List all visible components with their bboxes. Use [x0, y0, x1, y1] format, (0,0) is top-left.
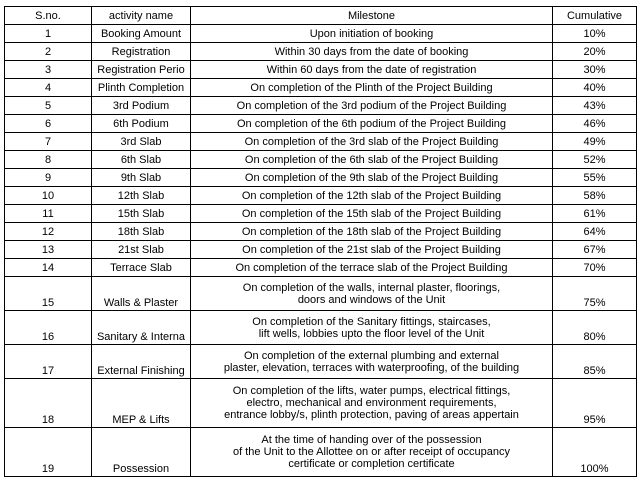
milestone-line: On completion of the 18th slab of the Project Building: [241, 225, 502, 238]
sno-cell: 10: [5, 187, 92, 205]
table-row: [5, 115, 637, 133]
sno-cell: 6: [5, 115, 92, 133]
table-row: [5, 79, 637, 97]
activity-name-cell: Walls & Plaster: [92, 277, 191, 311]
activity-name-cell: 21st Slab: [92, 241, 191, 259]
table-row: [5, 43, 637, 61]
header-milestone: Milestone: [191, 7, 553, 25]
milestone-cell: [191, 345, 553, 379]
milestone-line: On completion of the lifts, water pumps, electrical fittings,: [232, 385, 511, 397]
milestone-line: On completion of the Sanitary fittings, staircases,: [252, 315, 491, 328]
milestone-line: On completion of the 9th slab of the Project Building: [244, 171, 499, 184]
milestone-cell: [191, 223, 553, 241]
milestone-line: On completion of the 15th slab of the Project Building: [241, 207, 502, 220]
cumulative-cell: 55%: [553, 169, 637, 187]
table-row: [5, 223, 637, 241]
milestone-cell: [191, 428, 553, 477]
sno-cell: 9: [5, 169, 92, 187]
cumulative-cell: 80%: [553, 311, 637, 345]
milestone-line: At the time of handing over of the possession: [261, 434, 482, 446]
sno-cell: 12: [5, 223, 92, 241]
activity-name-cell: Terrace Slab: [92, 259, 191, 277]
table-row: [5, 25, 637, 43]
milestone-cell: [191, 79, 553, 97]
activity-name-cell: 6th Podium: [92, 115, 191, 133]
milestone-line: On completion of the 6th podium of the Project Building: [236, 117, 507, 130]
cumulative-cell: 20%: [553, 43, 637, 61]
activity-name-cell: 18th Slab: [92, 223, 191, 241]
milestone-cell: [191, 241, 553, 259]
milestone-line: Upon initiation of booking: [309, 27, 434, 40]
milestone-cell: [191, 311, 553, 345]
table-row: [5, 151, 637, 169]
table-header-row: [5, 7, 637, 25]
cumulative-cell: 64%: [553, 223, 637, 241]
milestone-line: Within 60 days from the date of registration: [266, 63, 477, 76]
activity-name-cell: 3rd Slab: [92, 133, 191, 151]
sno-cell: 17: [5, 345, 92, 379]
cumulative-cell: 10%: [553, 25, 637, 43]
activity-name-cell: External Finishing: [92, 345, 191, 379]
payment-schedule-table: [4, 6, 637, 477]
sno-cell: 11: [5, 205, 92, 223]
table-row: [5, 205, 637, 223]
activity-name-cell: 9th Slab: [92, 169, 191, 187]
milestone-cell: [191, 151, 553, 169]
milestone-line: On completion of the external plumbing and external: [244, 349, 499, 362]
activity-name-cell: Plinth Completion: [92, 79, 191, 97]
cumulative-cell: 49%: [553, 133, 637, 151]
cumulative-cell: 40%: [553, 79, 637, 97]
cumulative-cell: 52%: [553, 151, 637, 169]
milestone-line: On completion of the walls, internal plaster, floorings,: [242, 281, 501, 294]
cumulative-cell: 61%: [553, 205, 637, 223]
cumulative-cell: 75%: [553, 277, 637, 311]
cumulative-cell: 46%: [553, 115, 637, 133]
milestone-line: of the Unit to the Allottee on or after receipt of occupancy: [233, 446, 510, 458]
milestone-line: plaster, elevation, terraces with waterproofing, of the building: [223, 361, 520, 374]
sno-cell: 16: [5, 311, 92, 345]
activity-name-cell: Registration Perio: [92, 61, 191, 79]
sno-cell: 3: [5, 61, 92, 79]
table-row: [5, 345, 637, 379]
table-row: [5, 169, 637, 187]
table-row: [5, 311, 637, 345]
table-row: [5, 428, 637, 477]
milestone-line: Within 30 days from the date of booking: [274, 45, 469, 58]
sno-cell: 15: [5, 277, 92, 311]
table-row: [5, 187, 637, 205]
sno-cell: 1: [5, 25, 92, 43]
cumulative-cell: 58%: [553, 187, 637, 205]
activity-name-cell: 3rd Podium: [92, 97, 191, 115]
milestone-line: On completion of the 3rd podium of the Project Building: [236, 99, 507, 112]
sno-cell: 5: [5, 97, 92, 115]
table-row: [5, 61, 637, 79]
milestone-cell: [191, 61, 553, 79]
milestone-cell: [191, 277, 553, 311]
milestone-cell: [191, 187, 553, 205]
milestone-line: lift wells, lobbies upto the floor level of the Unit: [258, 327, 485, 340]
milestone-line: doors and windows of the Unit: [297, 293, 446, 306]
activity-name-cell: MEP & Lifts: [92, 379, 191, 428]
milestone-cell: [191, 97, 553, 115]
milestone-line: On completion of the 12th slab of the Project Building: [241, 189, 502, 202]
table-row: [5, 241, 637, 259]
milestone-cell: [191, 115, 553, 133]
header-sno: S.no.: [5, 7, 92, 25]
table-row: [5, 259, 637, 277]
milestone-line: certificate or completion certificate: [288, 458, 455, 470]
header-activity-name: activity name: [92, 7, 191, 25]
activity-name-cell: 15th Slab: [92, 205, 191, 223]
milestone-line: On completion of the terrace slab of the Project Building: [235, 261, 508, 274]
table-row: [5, 277, 637, 311]
sno-cell: 2: [5, 43, 92, 61]
cumulative-cell: 95%: [553, 379, 637, 428]
cumulative-cell: 43%: [553, 97, 637, 115]
milestone-cell: [191, 25, 553, 43]
milestone-cell: [191, 133, 553, 151]
milestone-cell: [191, 259, 553, 277]
sno-cell: 7: [5, 133, 92, 151]
milestone-cell: [191, 169, 553, 187]
activity-name-cell: 12th Slab: [92, 187, 191, 205]
header-cumulative: Cumulative: [553, 7, 637, 25]
activity-name-cell: Registration: [92, 43, 191, 61]
sno-cell: 14: [5, 259, 92, 277]
cumulative-cell: 67%: [553, 241, 637, 259]
activity-name-cell: 6th Slab: [92, 151, 191, 169]
milestone-line: On completion of the 21st slab of the Project Building: [242, 243, 501, 256]
activity-name-cell: Sanitary & Interna: [92, 311, 191, 345]
sno-cell: 8: [5, 151, 92, 169]
milestone-cell: [191, 379, 553, 428]
table-row: [5, 379, 637, 428]
milestone-line: On completion of the Plinth of the Project Building: [250, 81, 493, 94]
activity-name-cell: Booking Amount: [92, 25, 191, 43]
sno-cell: 4: [5, 79, 92, 97]
sno-cell: 18: [5, 379, 92, 428]
cumulative-cell: 70%: [553, 259, 637, 277]
cumulative-cell: 30%: [553, 61, 637, 79]
cumulative-cell: 85%: [553, 345, 637, 379]
table-row: [5, 97, 637, 115]
activity-name-cell: Possession: [92, 428, 191, 477]
sno-cell: 13: [5, 241, 92, 259]
milestone-line: On completion of the 3rd slab of the Project Building: [244, 135, 499, 148]
milestone-line: entrance lobby/s, plinth protection, paving of areas appertain: [224, 409, 519, 421]
cumulative-cell: 100%: [553, 428, 637, 477]
milestone-line: On completion of the 6th slab of the Project Building: [244, 153, 499, 166]
milestone-cell: [191, 205, 553, 223]
table-row: [5, 133, 637, 151]
milestone-cell: [191, 43, 553, 61]
sno-cell: 19: [5, 428, 92, 477]
milestone-line: electro, mechanical and environment requirements,: [246, 397, 497, 409]
